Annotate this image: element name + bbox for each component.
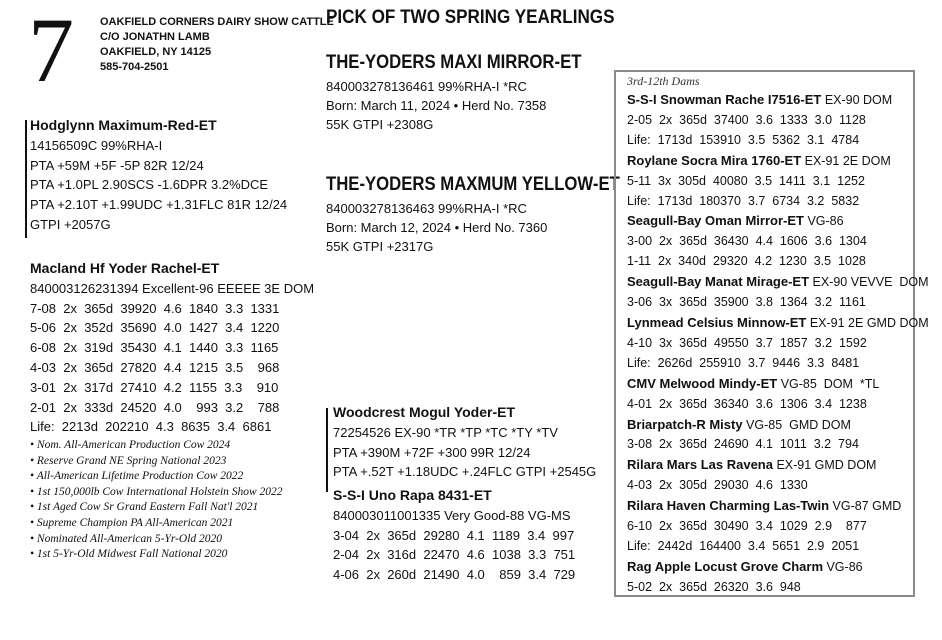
lot-headline: PICK OF TWO SPRING YEARLINGS	[326, 7, 615, 28]
animal-1-name: THE-YODERS MAXI MIRROR-ET	[326, 52, 582, 73]
dam-entry-name: Roylane Socra Mira 1760-ET	[627, 152, 802, 168]
dam-entry-record: Life: 2626d 255910 3.7 9446 3.3 8481	[627, 355, 860, 370]
dam-entry-name: Briarpatch-R Misty	[627, 416, 743, 432]
dam-lifetime: Life: 2213d 202210 4.3 8635 3.4 6861	[30, 419, 272, 435]
dam-entry-name: Rilara Mars Las Ravena	[627, 457, 773, 473]
mgs-block	[333, 403, 596, 482]
honor-item: • Nom. All-American Production Cow 2024	[30, 439, 231, 451]
consignor-block	[100, 15, 334, 75]
mgs-bracket	[326, 408, 328, 492]
honor-item: • Supreme Champion PA All-American 2021	[30, 516, 234, 529]
mgs-name: Woodcrest Mogul Yoder-ET	[333, 404, 516, 420]
honor-item: • Reserve Grand NE Spring National 2023	[30, 454, 227, 467]
animal-1	[326, 52, 616, 134]
dam-id: 840003126231394 Excellent-96 EEEEE 3E DOM	[30, 280, 315, 296]
mgs-line: PTA +.52T +1.18UDC +.24FLC GTPI +2545G	[333, 464, 597, 480]
dam-entry-record: Life: 1713d 153910 3.5 5362 3.1 4784	[627, 132, 860, 147]
dam-entry-record: 3-08 2x 365d 24690 4.1 1011 3.2 794	[627, 437, 859, 452]
dam-entry-class: VG-85 DOM *TL	[777, 376, 880, 391]
consignor-phone: 585-704-2501	[100, 61, 169, 73]
honor-item: • Nominated All-American 5-Yr-Old 2020	[30, 532, 223, 545]
animal-2-name: THE-YODERS MAXMUM YELLOW-ET	[326, 174, 620, 195]
sire-name: Hodglynn Maximum-Red-ET	[30, 117, 217, 133]
granddam-record: 2-04 2x 316d 22470 4.6 1038 3.3 751	[333, 547, 576, 563]
dam-entry-name: Lynmead Celsius Minnow-ET	[627, 314, 807, 330]
dam-record: 5-06 2x 352d 35690 4.0 1427 3.4 1220	[30, 320, 280, 336]
granddam-id: 840003011001335 Very Good-88 VG-MS	[333, 507, 571, 523]
dam-entry-class: EX-91 2E GMD DOM	[806, 315, 929, 330]
dam-entry-class: EX-91 2E DOM	[801, 153, 891, 168]
honor-item: • 1st 5-Yr-Old Midwest Fall National 2020	[30, 548, 228, 561]
dam-entry-class: VG-86	[823, 559, 863, 574]
dam-entry-record: 4-01 2x 365d 36340 3.6 1306 3.4 1238	[627, 396, 867, 411]
granddam-record: 3-04 2x 365d 29280 4.1 1189 3.4 997	[333, 527, 575, 543]
dam-entry-class: VG-87 GMD	[829, 499, 902, 514]
dam-entry-name: S-S-I Snowman Rache I7516-ET	[627, 92, 822, 107]
mgs-line: 72254526 EX-90 *TR *TP *TC *TY *TV	[333, 424, 558, 440]
sire-line: 14156509C 99%RHA-I	[30, 137, 163, 153]
consignor-address: OAKFIELD, NY 14125	[100, 46, 212, 58]
dam-entry-record: Life: 1713d 180370 3.7 6734 3.2 5832	[627, 193, 860, 208]
honor-item: • 1st 150,000lb Cow International Holstein Show 2022	[30, 485, 283, 498]
dam-record: 7-08 2x 365d 39920 4.6 1840 3.3 1331	[30, 300, 280, 316]
dam-entry-name: Seagull-Bay Manat Mirage-ET	[627, 274, 810, 290]
dam-block	[30, 259, 314, 437]
dam-entry-class: EX-90 DOM	[821, 93, 893, 107]
honor-item: • 1st Aged Cow Sr Grand Eastern Fall Nat'l 2021	[30, 501, 259, 514]
dam-name: Macland Hf Yoder Rachel-ET	[30, 260, 220, 276]
consignor-contact: C/O JONATHN LAMB	[100, 31, 210, 43]
dam-entry-record: 3-00 2x 365d 36430 4.4 1606 3.6 1304	[627, 234, 867, 249]
dam-entry-class: VG-85 GMD DOM	[742, 417, 851, 432]
animal-2-gtpi: 55K GTPI +2317G	[326, 239, 434, 254]
dam-record: 6-08 2x 319d 35430 4.1 1440 3.3 1165	[30, 340, 279, 356]
granddam-block	[333, 486, 575, 585]
dam-entry-record: 4-10 3x 365d 49550 3.7 1857 3.2 1592	[627, 335, 867, 350]
dam-entry-record: 4-03 2x 305d 29030 4.6 1330	[627, 478, 808, 493]
dam-honors	[30, 438, 283, 563]
dam-entry-record: 6-10 2x 365d 30490 3.4 1029 2.9 877	[627, 519, 867, 534]
animal-2	[326, 174, 660, 256]
granddam-record: 4-06 2x 260d 21490 4.0 859 3.4 729	[333, 567, 576, 583]
animal-2-id: 840003278136463 99%RHA-I *RC	[326, 201, 527, 216]
dam-entry-name: CMV Melwood Mindy-ET	[627, 375, 778, 391]
sire-line: PTA +59M +5F -5P 82R 12/24	[30, 157, 204, 173]
dams-box-title: 3rd-12th Dams	[627, 74, 700, 88]
granddam-name: S-S-I Uno Rapa 8431-ET	[333, 487, 492, 503]
dam-entry-name: Rag Apple Locust Grove Charm	[627, 558, 823, 574]
animal-2-born: Born: March 12, 2024 • Herd No. 7360	[326, 220, 548, 235]
lot-number: 7	[28, 0, 74, 101]
animal-1-id: 840003278136461 99%RHA-I *RC	[326, 79, 527, 94]
dam-entry-record: Life: 2442d 164400 3.4 5651 2.9 2051	[627, 538, 860, 553]
dam-entry-record: 5-02 2x 365d 26320 3.6 948	[627, 579, 801, 594]
sire-block	[30, 116, 287, 235]
dam-entry-record: 5-11 3x 305d 40080 3.5 1411 3.1 1252	[627, 173, 865, 188]
dam-entry-record: 3-06 3x 365d 35900 3.8 1364 3.2 1161	[627, 295, 866, 310]
mgs-line: PTA +390M +72F +300 99R 12/24	[333, 444, 531, 460]
honor-item: • All-American Lifetime Production Cow 2022	[30, 470, 244, 483]
dam-entry-record: 2-05 2x 365d 37400 3.6 1333 3.0 1128	[627, 112, 866, 127]
dam-entry-class: EX-91 GMD DOM	[772, 458, 877, 473]
sire-bracket	[25, 120, 27, 238]
sire-line: GTPI +2057G	[30, 216, 111, 232]
sire-line: PTA +2.10T +1.99UDC +1.31FLC 81R 12/24	[30, 197, 288, 213]
dams-list	[627, 72, 929, 598]
dam-entry-class: VG-86	[803, 214, 844, 229]
dam-entry-record: 1-11 2x 340d 29320 4.2 1230 3.5 1028	[627, 254, 866, 269]
dam-record: 2-01 2x 333d 24520 4.0 993 3.2 788	[30, 399, 280, 415]
dam-entry-name: Rilara Haven Charming Las-Twin	[627, 498, 830, 514]
consignor-name: OAKFIELD CORNERS DAIRY SHOW CATTLE	[100, 16, 334, 28]
dam-record: 4-03 2x 365d 27820 4.4 1215 3.5 968	[30, 359, 280, 375]
animal-1-born: Born: March 11, 2024 • Herd No. 7358	[326, 98, 547, 113]
dam-entry-name: Seagull-Bay Oman Mirror-ET	[627, 213, 804, 229]
animal-1-gtpi: 55K GTPI +2308G	[326, 117, 434, 132]
dam-entry-class: EX-90 VEVVE DOM	[809, 275, 929, 290]
sire-line: PTA +1.0PL 2.90SCS -1.6DPR 3.2%DCE	[30, 177, 269, 193]
dam-record: 3-01 2x 317d 27410 4.2 1155 3.3 910	[30, 379, 279, 395]
